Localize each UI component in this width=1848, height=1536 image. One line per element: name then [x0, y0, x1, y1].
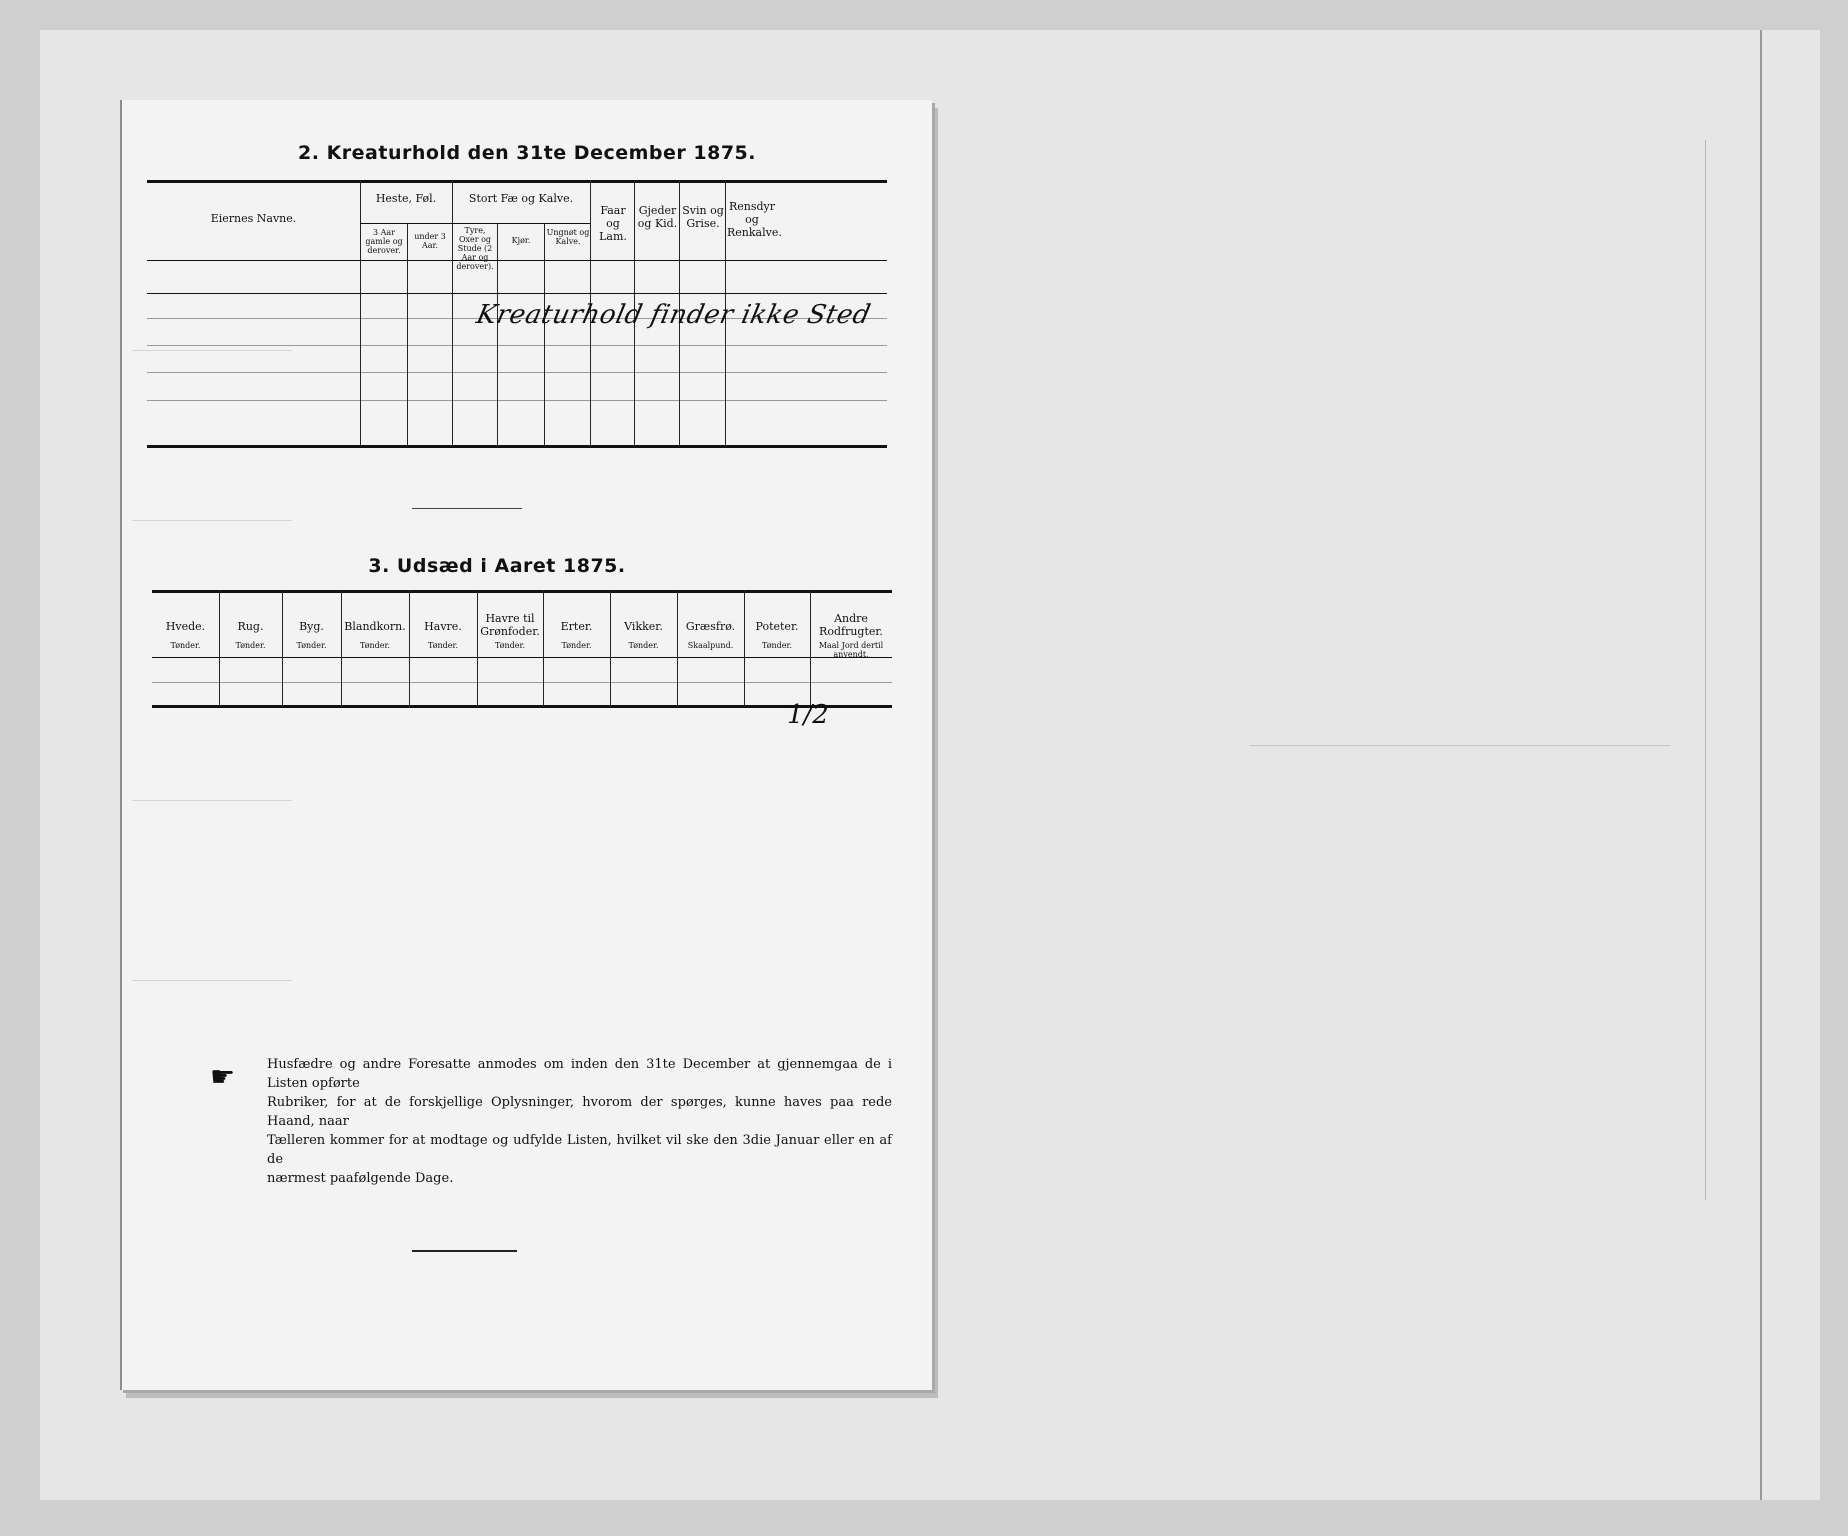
heste-sub1-header: 3 Aar gamle og derover.: [365, 228, 403, 255]
column-unit: Tønder.: [494, 641, 526, 650]
byg-header: [282, 620, 341, 650]
rensdyr-header: Rensdyr og Renkalve.: [727, 200, 782, 239]
column-divider: [360, 180, 361, 445]
notice-line: nærmest paafølgende Dage.: [267, 1171, 454, 1186]
column-divider: [544, 223, 545, 445]
column-unit: Tønder.: [170, 641, 201, 650]
rug-header: [219, 620, 282, 650]
svin-header: Svin og Grise.: [682, 204, 724, 230]
pointing-hand-icon: ☛: [210, 1060, 236, 1093]
table-row-rule: [152, 682, 892, 683]
notice-line: Husfædre og andre Foresatte anmodes om inden den 31te December at gjennemgaa de i Listen opførte: [267, 1057, 892, 1091]
scan-border-line: [1705, 140, 1706, 1200]
column-name: Erter.: [560, 620, 593, 633]
stort-sub3-header: Ungnøt og Kalve.: [546, 228, 590, 246]
bleed-through-line: [132, 350, 292, 351]
column-divider: [407, 223, 408, 445]
heste-sub2-header: under 3 Aar.: [414, 232, 446, 250]
poteter-header: [744, 620, 810, 650]
havre-groenfoder-header: [477, 612, 543, 650]
table-header-rule: [152, 657, 892, 658]
column-name: Havre.: [424, 620, 462, 633]
table-bottom-rule: [147, 445, 887, 448]
graesfroe-header: [677, 620, 744, 650]
bleed-through-line: [1250, 745, 1670, 746]
blandkorn-header: [341, 620, 409, 650]
column-divider: [452, 180, 453, 445]
owner-column-header: Eiernes Navne.: [210, 212, 297, 225]
table-top-rule: [152, 590, 892, 593]
table-bottom-rule: [152, 705, 892, 708]
column-name: Blandkorn.: [344, 620, 406, 633]
column-name: Poteter.: [755, 620, 799, 633]
closing-rule: [412, 1250, 517, 1252]
scan-border-line: [1760, 30, 1762, 1500]
column-unit: Skaalpund.: [687, 641, 734, 650]
group-rule: [452, 223, 590, 224]
column-name: Rug.: [237, 620, 264, 633]
notice-text: [267, 1055, 892, 1188]
notice-line: Tælleren kommer for at modtage og udfylde Listen, hvilket vil ske den 3die Januar eller en af de: [267, 1133, 892, 1167]
heste-group-header: Heste, Føl.: [375, 192, 437, 205]
havre-header: [409, 620, 477, 650]
vikker-header: [610, 620, 677, 650]
column-name: Byg.: [299, 620, 324, 633]
column-name: Hvede.: [165, 620, 206, 633]
table-row-rule: [147, 293, 887, 294]
bleed-through-line: [132, 980, 292, 981]
column-name: Andre Rodfrugter.: [819, 612, 883, 638]
column-unit: Tønder.: [761, 641, 793, 650]
census-form-page: [120, 100, 932, 1390]
table-row-rule: [147, 345, 887, 346]
table-row-rule: [147, 372, 887, 373]
section3-title: 3. Udsæd i Aaret 1875.: [368, 555, 626, 577]
table-header-rule: [147, 260, 887, 261]
poteter-value: 1/2: [787, 700, 829, 730]
table-top-rule: [147, 180, 887, 183]
column-unit: Tønder.: [628, 641, 659, 650]
bleed-through-line: [132, 800, 292, 801]
section-divider: [412, 508, 522, 509]
column-divider: [497, 223, 498, 445]
table-row-rule: [147, 400, 887, 401]
handwritten-entry: Kreaturhold finder ikke Sted: [473, 300, 874, 330]
bleed-through-line: [132, 520, 292, 521]
stort-sub2-header: Kjør.: [511, 236, 531, 245]
gjeder-header: Gjeder og Kid.: [637, 204, 678, 230]
column-unit: Maal Jord dertil anvendt.: [818, 641, 884, 659]
column-name: Vikker.: [624, 620, 663, 633]
andre-rodfrugter-header: [810, 612, 892, 659]
column-unit: Tønder.: [359, 641, 391, 650]
section2-title: 2. Kreaturhold den 31te December 1875.: [298, 142, 756, 164]
column-unit: Tønder.: [561, 641, 592, 650]
column-unit: Tønder.: [296, 641, 327, 650]
erter-header: [543, 620, 610, 650]
faar-header: Faar og Lam.: [599, 204, 627, 243]
column-name: Græsfrø.: [685, 620, 736, 633]
stort-group-header: Stort Fæ og Kalve.: [468, 192, 574, 205]
group-rule: [360, 223, 452, 224]
stort-sub1-header: Tyre, Oxer og Stude (2 Aar og derover).: [456, 226, 494, 271]
notice-line: Rubriker, for at de forskjellige Oplysninger, hvorom der spørges, kunne haves paa rede Haand, naar: [267, 1095, 892, 1129]
column-unit: Tønder.: [235, 641, 266, 650]
column-unit: Tønder.: [427, 641, 459, 650]
hvede-header: [152, 620, 219, 650]
column-name: Havre til Grønfoder.: [480, 612, 540, 638]
